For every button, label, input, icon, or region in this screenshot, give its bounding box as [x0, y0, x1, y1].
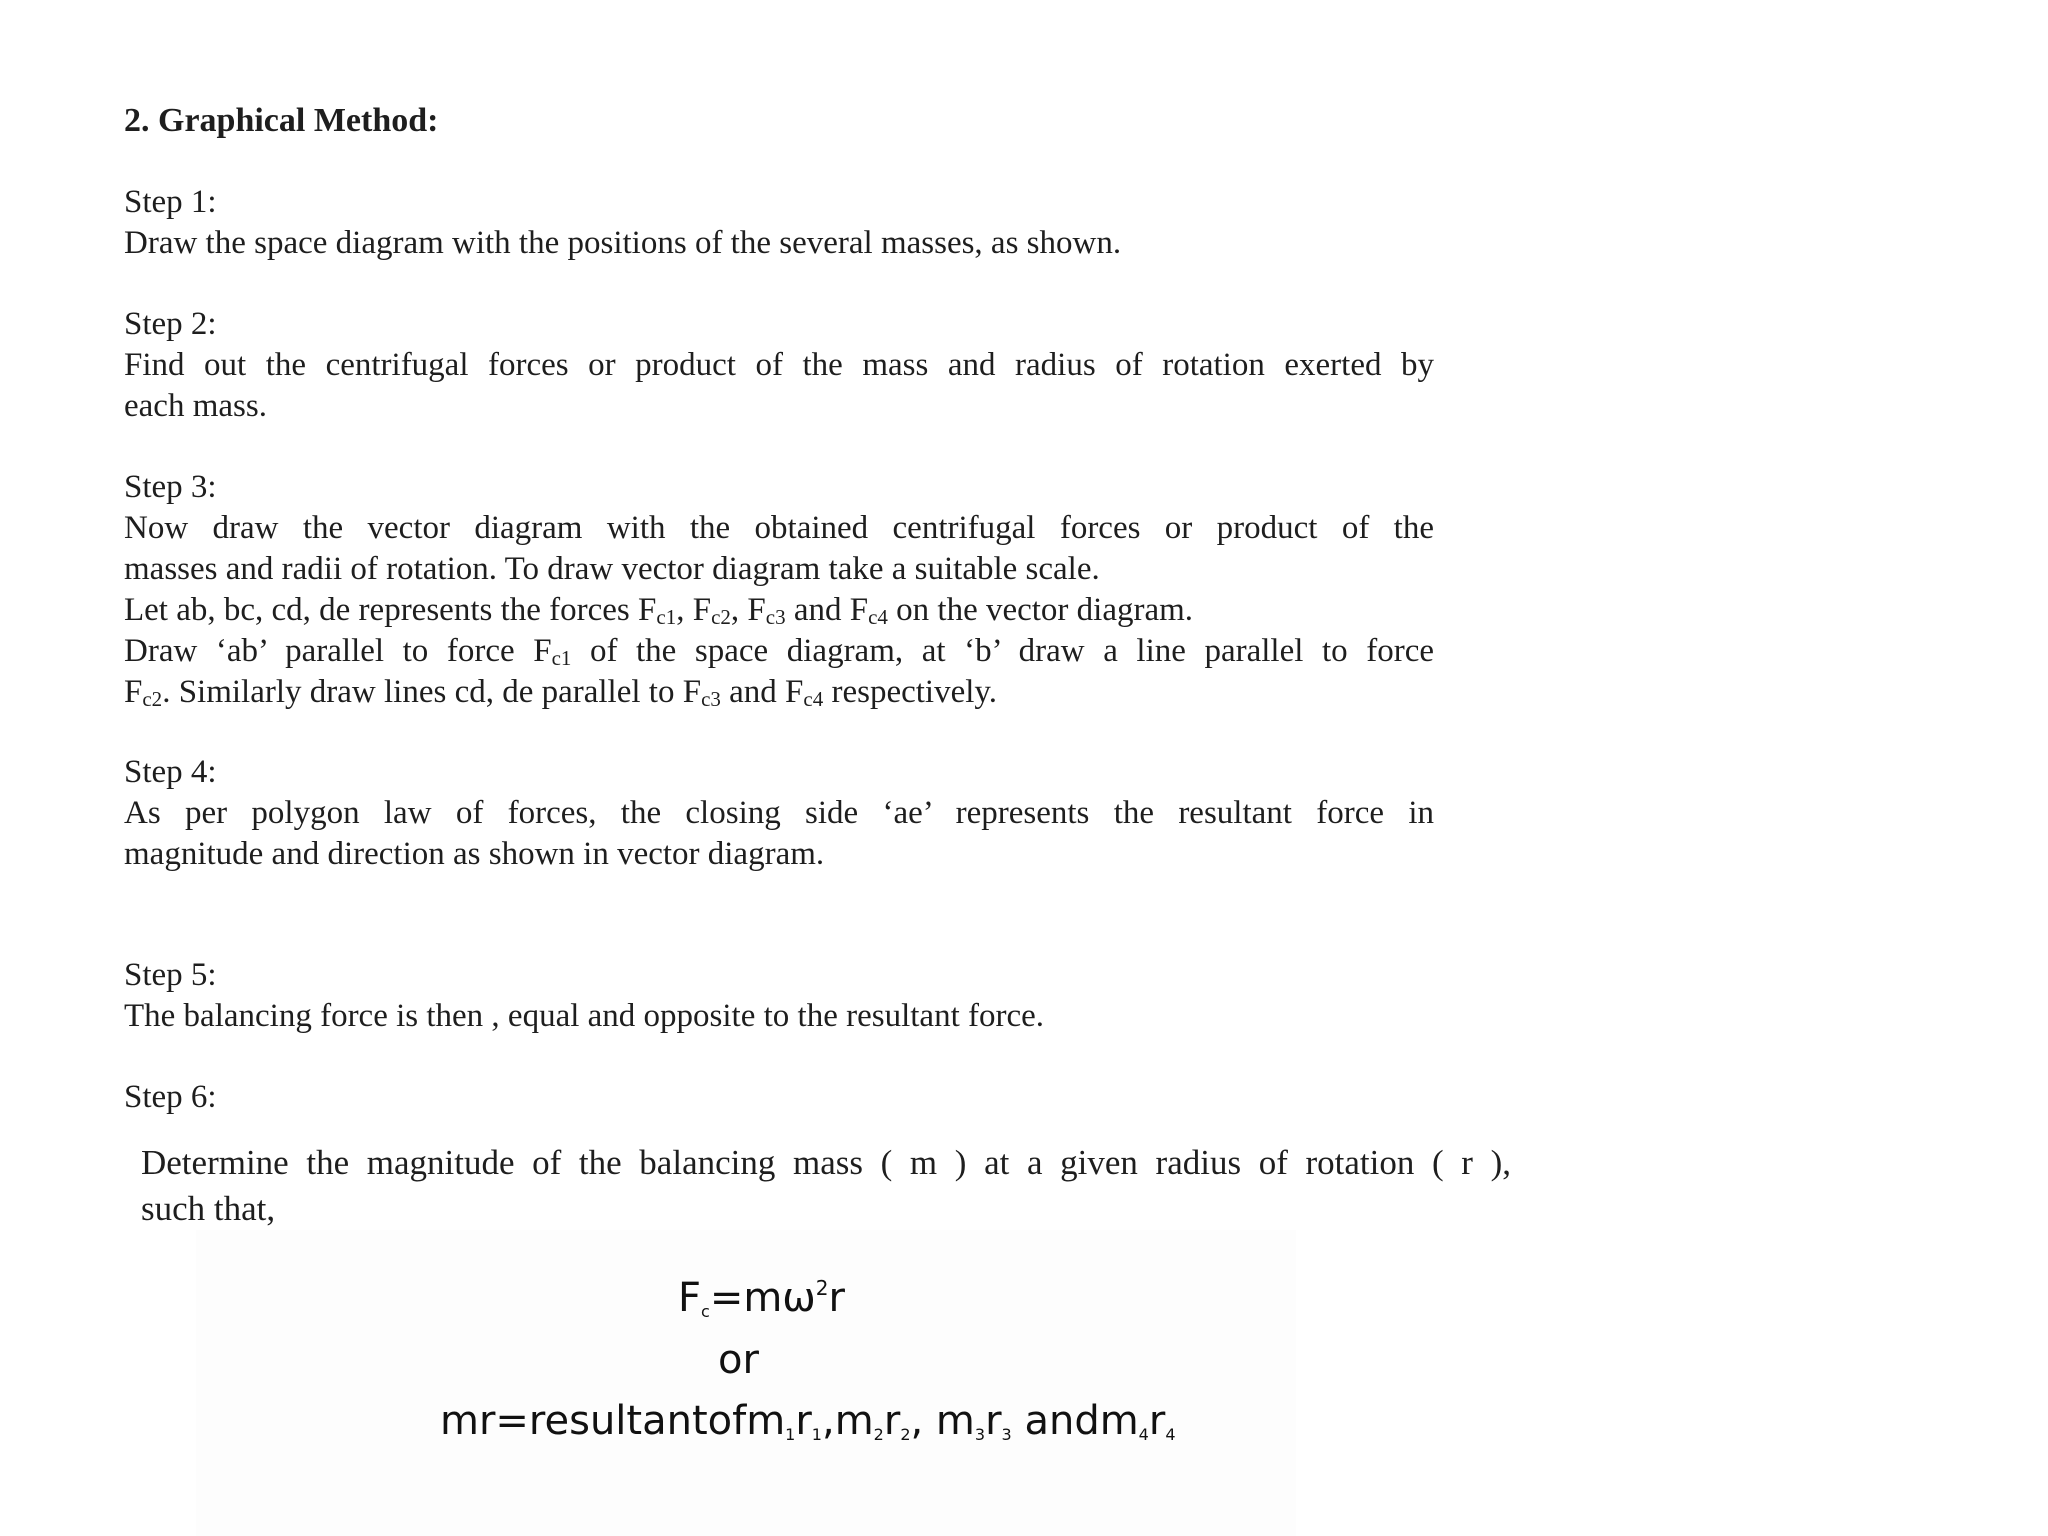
step-2-title: Step 2:	[124, 306, 217, 342]
step-1-text: Draw the space diagram with the positions of the several masses, as shown.	[124, 225, 1122, 261]
step-1	[124, 182, 1434, 264]
equation-or: or	[718, 1337, 759, 1383]
step-5	[124, 955, 1434, 1037]
step-2	[124, 304, 1434, 427]
step-3-line-1: Now draw the vector diagram with the obtained centrifugal forces or product of the	[124, 510, 1434, 546]
step-6-line-2: such that,	[141, 1189, 276, 1228]
step-3-line-4: Draw ‘ab’ parallel to force $F_{c1}$ of the space diagram, at ‘b’ draw a line parallel to force	[124, 633, 1434, 670]
step-5-title: Step 5:	[124, 957, 217, 993]
step-6	[124, 1077, 1434, 1118]
step-4-line-1: As per polygon law of forces, the closing side ‘ae’ represents the resultant force in	[124, 795, 1434, 831]
step-5-text: The balancing force is then , equal and opposite to the resultant force.	[124, 998, 1045, 1034]
equation-centrifugal-force: $F_c=m\omega^2r$	[678, 1275, 845, 1321]
step-4-title: Step 4:	[124, 754, 217, 790]
step-4-line-2: magnitude and direction as shown in vector diagram.	[124, 836, 825, 872]
step-4	[124, 752, 1434, 875]
step-6-line-1: Determine the magnitude of the balancing mass ( m ) at a given radius of rotation ( r ),	[141, 1143, 1511, 1182]
step-3	[124, 467, 1434, 713]
step-3-line-3: Let ab, bc, cd, de represents the forces $F_{c1}$, $F_{c2}$, $F_{c3}$ and $F_{c4}$ on the vector diagram.	[124, 592, 1194, 629]
step-3-line-5: $F_{c2}$. Similarly draw lines cd, de parallel to $F_{c3}$ and $F_{c4}$ respectively.	[124, 674, 998, 711]
step-1-title: Step 1:	[124, 184, 217, 220]
step-6-title: Step 6:	[124, 1079, 217, 1115]
step-3-title: Step 3:	[124, 469, 217, 505]
step-3-line-2: masses and radii of rotation. To draw vector diagram take a suitable scale.	[124, 551, 1100, 587]
section-heading: 2. Graphical Method:	[124, 102, 439, 139]
equation-resultant: $mr=resultantofm_1r_1,m_2r_2$, $m_3r_3$ $andm_4r_4$	[440, 1398, 1176, 1444]
step-2-line-1: Find out the centrifugal forces or product of the mass and radius of rotation exerted by	[124, 347, 1434, 383]
step-2-line-2: each mass.	[124, 388, 267, 424]
step-6-body	[141, 1140, 1511, 1232]
